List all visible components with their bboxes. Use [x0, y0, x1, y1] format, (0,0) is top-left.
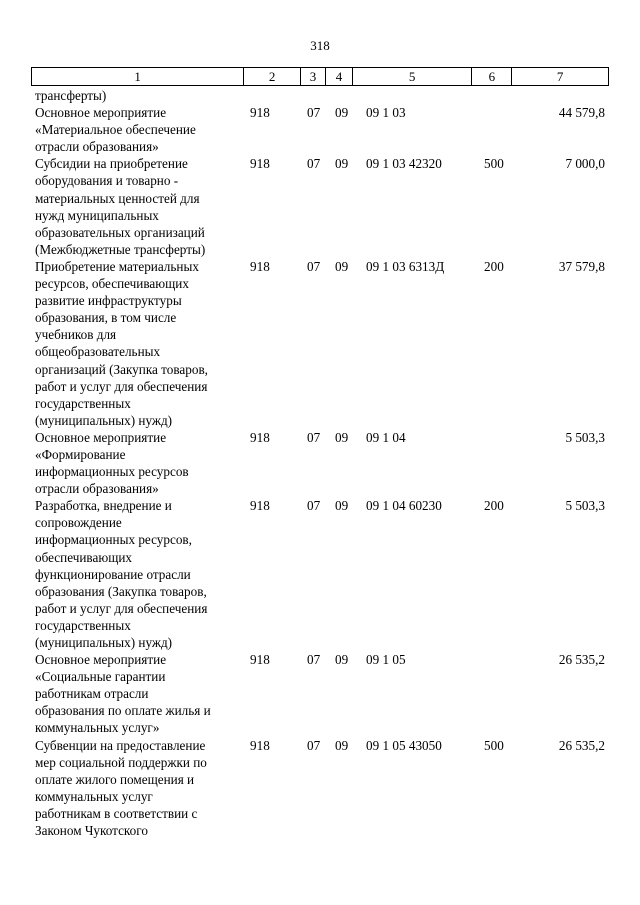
row-section: 07	[307, 258, 321, 274]
row-target-code: 09 1 03 42320	[366, 156, 442, 172]
row-amount: 7 000,0	[565, 156, 605, 172]
row-section: 07	[307, 498, 321, 514]
row-target-code: 09 1 03	[366, 105, 406, 121]
row-code-918: 918	[250, 652, 270, 668]
table-row	[35, 155, 609, 258]
row-amount: 44 579,8	[558, 105, 605, 121]
table-row	[35, 651, 609, 736]
row-code-918: 918	[250, 258, 270, 274]
header-col-2: 2	[244, 68, 301, 85]
table-row	[35, 497, 609, 651]
row-name: Основное мероприятие «Материальное обеспечение отрасли образования»	[35, 105, 196, 155]
row-name: Основное мероприятие «Формирование информационных ресурсов отрасли образования»	[35, 429, 189, 497]
row-subsection: 09	[335, 498, 349, 514]
row-section: 07	[307, 156, 321, 172]
row-code-918: 918	[250, 156, 270, 172]
row-name: Субсидии на приобретение оборудования и товарно - материальных ценностей для нужд муниципальных образовательных организаций (Межбюджетные трансферты)	[35, 156, 206, 257]
row-target-code: 09 1 03 6313Д	[366, 258, 445, 274]
row-code-918: 918	[250, 498, 270, 514]
continuation-text: трансферты)	[35, 88, 107, 103]
table-row	[35, 737, 609, 840]
row-target-code: 09 1 05 43050	[366, 737, 442, 753]
table-header	[31, 67, 609, 86]
row-target-code: 09 1 04 60230	[366, 498, 442, 514]
page-number: 318	[310, 38, 330, 53]
row-subsection: 09	[335, 105, 349, 121]
table-row	[35, 104, 609, 155]
row-subsection: 09	[335, 652, 349, 668]
row-code-918: 918	[250, 105, 270, 121]
row-code-918: 918	[250, 737, 270, 753]
header-col-6: 6	[472, 68, 512, 85]
row-name: Приобретение материальных ресурсов, обеспечивающих развитие инфраструктуры образования, в том числе учебников для общеобразовательных организаций (Закупка товаров, работ и услуг для обеспечения государственных (муниципальных) нужд)	[35, 258, 208, 428]
row-amount: 26 535,2	[558, 652, 605, 668]
row-target-code: 09 1 04	[366, 429, 406, 445]
row-expense-type: 200	[484, 498, 504, 514]
row-amount: 5 503,3	[565, 498, 605, 514]
header-col-4: 4	[326, 68, 353, 85]
table-row	[35, 258, 609, 429]
row-amount: 5 503,3	[565, 429, 605, 445]
row-expense-type: 200	[484, 258, 504, 274]
header-col-3: 3	[301, 68, 326, 85]
row-section: 07	[307, 737, 321, 753]
table-row	[35, 429, 609, 497]
row-expense-type: 500	[484, 156, 504, 172]
row-name: Разработка, внедрение и сопровождение информационных ресурсов, обеспечивающих функционирование отрасли образования (Закупка товаров, работ и услуг для обеспечения государственных (муниципальных) нужд)	[35, 498, 208, 650]
row-expense-type: 500	[484, 737, 504, 753]
row-subsection: 09	[335, 258, 349, 274]
row-code-918: 918	[250, 429, 270, 445]
table-body	[35, 87, 609, 839]
header-col-5: 5	[353, 68, 473, 85]
row-target-code: 09 1 05	[366, 652, 406, 668]
row-subsection: 09	[335, 156, 349, 172]
row-subsection: 09	[335, 429, 349, 445]
row-name: Субвенции на предоставление мер социальной поддержки по оплате жилого помещения и коммунальных услуг работникам в соответствии с Законом Чукотского	[35, 737, 207, 839]
header-col-1: 1	[32, 68, 244, 85]
continuation-row	[35, 87, 609, 104]
row-amount: 37 579,8	[558, 258, 605, 274]
row-section: 07	[307, 429, 321, 445]
row-amount: 26 535,2	[558, 737, 605, 753]
row-subsection: 09	[335, 737, 349, 753]
row-name: Основное мероприятие «Социальные гарантии работникам отрасли образования по оплате жилья и коммунальных услуг»	[35, 652, 211, 736]
header-col-7: 7	[556, 69, 564, 84]
row-section: 07	[307, 105, 321, 121]
row-section: 07	[307, 652, 321, 668]
